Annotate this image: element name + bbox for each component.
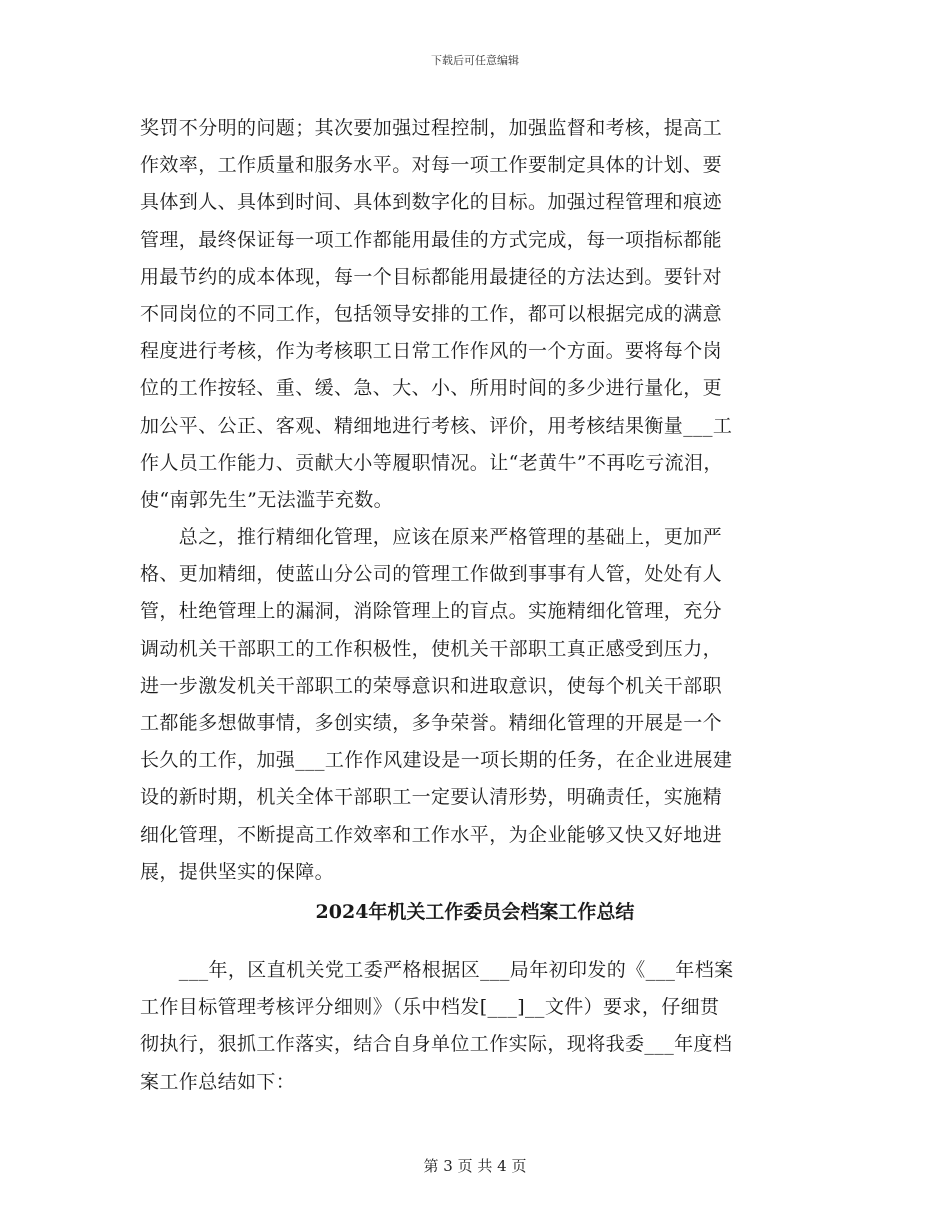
text-line: 展，提供坚实的保障。 [140,860,335,883]
text-line: 作人员工作能力、贡献大小等履职情况。让“老黄牛”不再吃亏流泪， [140,451,723,474]
body-section-1 [140,110,810,891]
section-title: 2024年机关工作委员会档案工作总结 [315,901,635,923]
text-line: 总之，推行精细化管理，应该在原来严格管理的基础上，更加严 [140,526,723,549]
text-line: 调动机关干部职工的工作积极性，使机关干部职工真正感受到压力， [140,637,723,660]
text-line: 程度进行考核，作为考核职工日常工作作风的一个方面。要将每个岗 [140,340,723,363]
text-line: 长久的工作，加强___工作作风建设是一项长期的任务，在企业进展建 [140,749,733,772]
text-line: 管理，最终保证每一项工作都能用最佳的方式完成，每一项指标都能 [140,228,723,251]
text-line: 工都能多想做事情，多创实绩，多争荣誉。精细化管理的开展是一个 [140,712,723,734]
text-line: 用最节约的成本体现，每一个目标都能用最捷径的方法达到。要针对 [140,265,723,288]
text-line: 格、更加精细，使蓝山分公司的管理工作做到事事有人管，处处有人 [140,563,723,586]
text-line: 细化管理，不断提高工作效率和工作水平，为企业能够又快又好地进 [140,823,723,846]
text-line: 管，杜绝管理上的漏洞，消除管理上的盲点。实施精细化管理，充分 [140,600,723,623]
text-line: 具体到人、具体到时间、具体到数字化的目标。加强过程管理和痕迹 [140,191,723,214]
text-line: 作效率，工作质量和服务水平。对每一项工作要制定具体的计划、要 [140,154,723,177]
text-line: 加公平、公正、客观、精细地进行考核、评价，用考核结果衡量___工 [140,414,733,437]
text-line: 案工作总结如下： [140,1070,296,1093]
text-line: 位的工作按轻、重、缓、急、大、小、所用时间的多少进行量化，更 [140,377,723,400]
page-header: 下载后可任意编辑 [431,54,519,67]
body-section-2 [140,952,810,1101]
text-line: 彻执行，狠抓工作落实，结合自身单位工作实际，现将我委___年度档 [140,1033,733,1056]
text-line: 工作目标管理考核评分细则》（乐中档发[___]__文件）要求，仔细贯 [140,996,720,1019]
text-line: 设的新时期，机关全体干部职工一定要认清形势，明确责任，实施精 [140,786,723,809]
text-line: 进一步激发机关干部职工的荣辱意识和进取意识，使每个机关干部职 [140,674,723,697]
text-line: 不同岗位的不同工作，包括领导安排的工作，都可以根据完成的满意 [140,302,723,325]
page-footer: 第 3 页 共 4 页 [423,1157,527,1175]
text-line: 奖罚不分明的问题；其次要加强过程控制，加强监督和考核，提高工 [140,117,723,139]
text-line: 使“南郭先生”无法滥芋充数。 [140,488,394,511]
text-line: ___年，区直机关党工委严格根据区___局年初印发的《___年档案 [140,959,734,981]
